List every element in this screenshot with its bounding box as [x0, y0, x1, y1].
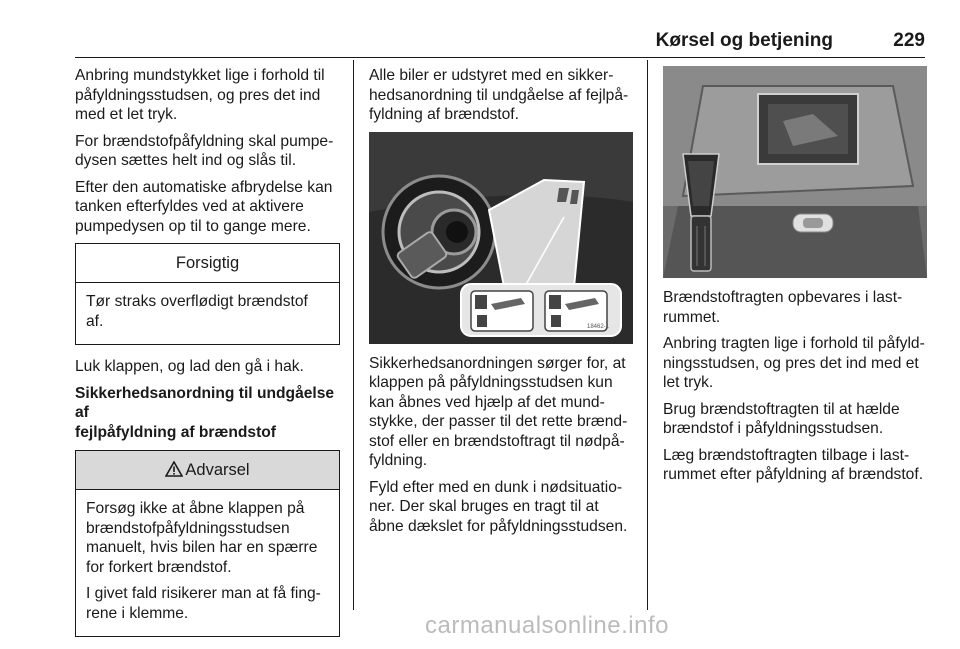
- fuel-flap-drawing: [369, 132, 633, 344]
- paragraph: Efter den automatiske afbrydelse kan tanken efterfyldes ved at aktivere pumpedysen op til to gange mere.: [75, 178, 333, 235]
- paragraph: Luk klappen, og lad den gå i hak.: [75, 358, 304, 375]
- warning-triangle-icon: [165, 461, 183, 477]
- paragraph: Anbring mundstykket lige i forhold til påfyldningsstudsen, og pres det ind med et let tryk.: [75, 67, 325, 123]
- paragraph: Brændstoftragten opbevares i last- rummet.: [663, 289, 903, 326]
- caution-box: [75, 243, 340, 345]
- warning-box: [75, 450, 340, 637]
- fuel-flap-illustration: [369, 132, 633, 344]
- subheading: Sikkerhedsanordning til undgåelse af fejlpåfyldning af brændstof: [75, 384, 335, 441]
- section-title: Kørsel og betjening: [655, 30, 833, 51]
- page-header: [75, 30, 925, 54]
- paragraph: Sikkerhedsanordningen sørger for, at klappen på påfyldningsstudsen kun kan åbnes ved hjælp af det mund- stykke, der passer til det rette brænd- stof eller en brændstoftragt til nødpå- fyldning.: [369, 354, 628, 469]
- warning-text: Forsøg ikke at åbne klappen på brændstofpåfyldningsstudsen manuelt, hvis bilen har en spærre for forkert brændstof.: [86, 500, 318, 576]
- caution-text: Tør straks overflødigt brændstof af.: [86, 293, 308, 330]
- caution-title: Forsigtig: [76, 244, 339, 283]
- paragraph: Læg brændstoftragten tilbage i last- rummet efter påfyldning af brændstof.: [663, 446, 924, 483]
- page-number: 229: [893, 30, 925, 51]
- trunk-funnel-illustration: [663, 66, 927, 278]
- warning-title: Advarsel: [185, 461, 250, 479]
- watermark: carmanualsonline.info: [425, 612, 669, 639]
- paragraph: Fyld efter med en dunk i nødsituatio- ner. Der skal bruges en tragt til at åbne dækslet for påfyldningsstudsen.: [369, 478, 628, 535]
- trunk-funnel-drawing: [663, 66, 927, 278]
- column-3: [663, 66, 928, 492]
- paragraph: Brug brændstoftragten til at hælde brændstof i påfyldningsstudsen.: [663, 400, 900, 437]
- column-divider: [353, 60, 354, 610]
- paragraph: Alle biler er udstyret med en sikker- hedsanordning til undgåelse af fejlpå- fyldning af brændstof.: [369, 67, 629, 123]
- paragraph: Anbring tragten lige i forhold til påfyld- ningsstudsen, og pres det ind med et let tryk.: [663, 335, 925, 391]
- column-divider: [647, 60, 648, 610]
- warning-text: I givet fald risikerer man at få fing- rene i klemme.: [86, 585, 321, 622]
- paragraph: For brændstofpåfyldning skal pumpe- dysen sættes helt ind og slås til.: [75, 132, 334, 169]
- column-1: [75, 66, 340, 649]
- column-2: [369, 66, 634, 543]
- figure-code: 18462-1: [587, 323, 610, 330]
- header-divider: [75, 57, 925, 58]
- warning-header: [76, 451, 339, 490]
